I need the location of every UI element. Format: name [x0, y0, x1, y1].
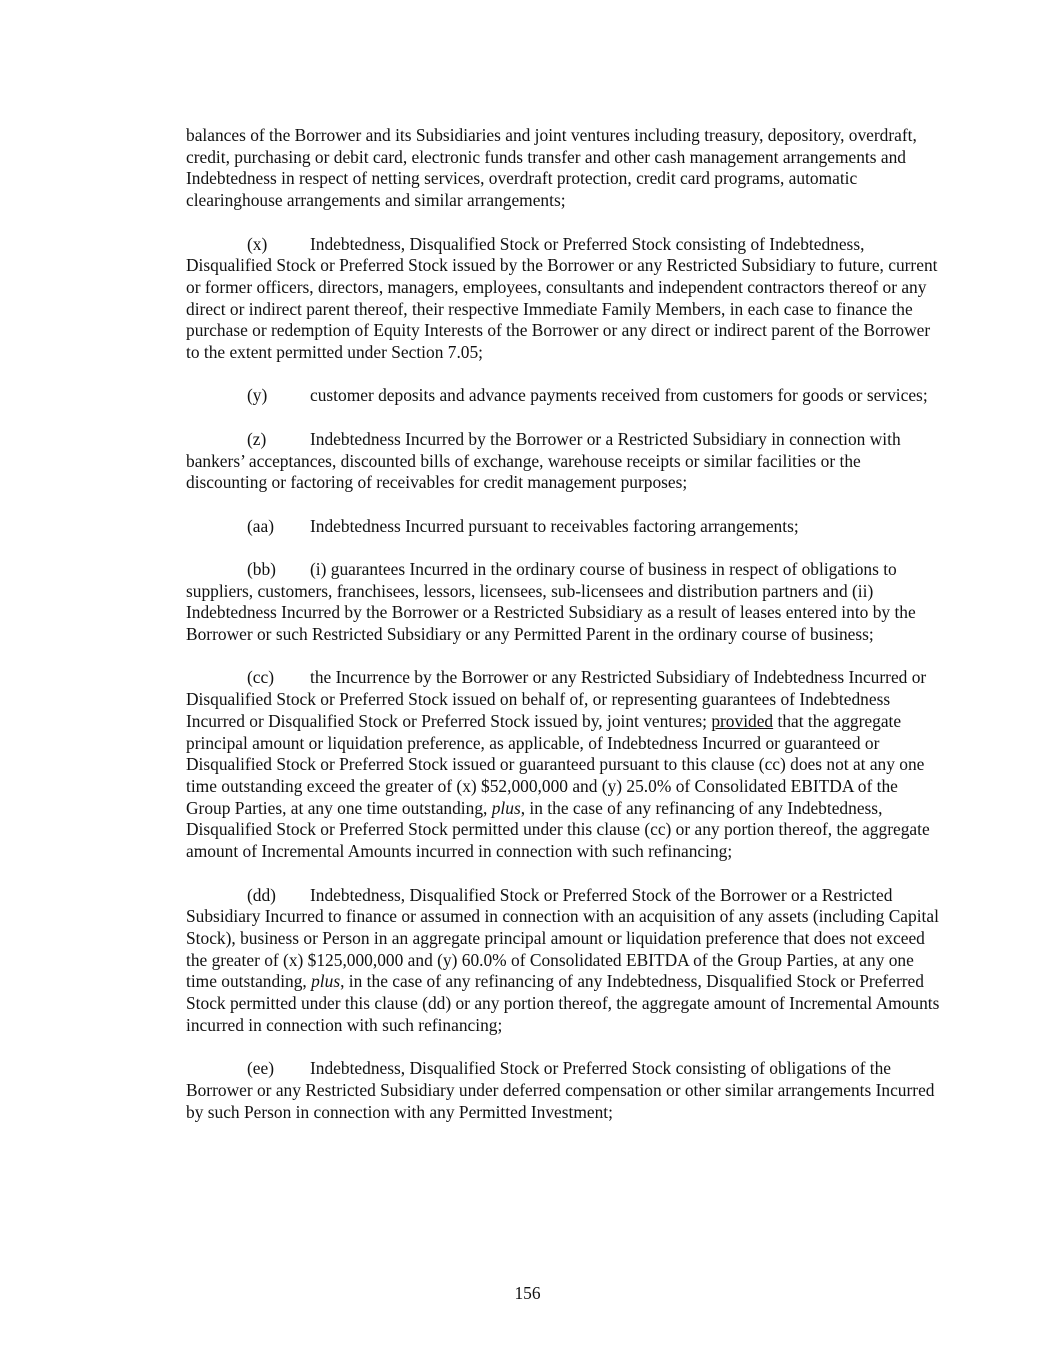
- clause-label: (x): [247, 233, 268, 254]
- plus-term: plus: [311, 971, 341, 992]
- clause-aa: [186, 516, 946, 538]
- paragraph-text: balances of the Borrower and its Subsidiaries and joint ventures including treasury, depository, overdraft, credit, purchasing or debit card, electronic funds transfer and other cash management arrangements and Indebtedness in respect of netting services, overdraft protection, credit card programs, automatic clearinghouse arrangements and similar arrangements;: [186, 125, 917, 211]
- clause-text: the Incurrence by the Borrower or any Restricted Subsidiary of Indebtedness Incurred or Disqualified Stock or Preferred Stock issued on behalf of, or representing guarantees of Indebtedness Incurred or Disqualified Stock or Preferred Stock issued by, joint ventures;: [186, 667, 927, 731]
- clause-bb: [186, 559, 946, 646]
- clause-text: , in the case of any refinancing of any Indebtedness, Disqualified Stock or Preferred Stock permitted under this clause (cc) or any portion thereof, the aggregate amount of Incremental Amounts incurred in connection with such refinancing;: [186, 797, 930, 862]
- paragraph-continuation: [186, 125, 946, 212]
- clause-text: Indebtedness, Disqualified Stock or Preferred Stock consisting of Indebtedness, Disqualified Stock or Preferred Stock issued by the Borrower or any Restricted Subsidiary to future, current or former officers, directors, managers, employees, consultants and independent contractors thereof or any direct or indirect parent thereof, their respective Immediate Family Members, in each case to finance the purchase or redemption of Equity Interests of the Borrower or any direct or indirect parent of the Borrower to the extent permitted under Section 7.05;: [186, 233, 938, 363]
- clause-label: (y): [247, 385, 268, 406]
- clause-text: Indebtedness, Disqualified Stock or Preferred Stock of the Borrower or a Restricted Subsidiary Incurred to finance or assumed in connection with an acquisition of any assets (including Capital Stock), business or Person in an aggregate principal amount or liquidation preference that does not exceed the greater of (x) $125,000,000 and (y) 60.0% of Consolidated EBITDA of the Group Parties, at any one time outstanding,: [186, 884, 939, 992]
- clause-z: [186, 429, 946, 494]
- clause-y: [186, 385, 946, 407]
- clause-label: (aa): [247, 515, 275, 536]
- clause-label: (dd): [247, 884, 276, 905]
- clause-label: (bb): [247, 558, 276, 579]
- clause-label: (z): [247, 428, 267, 449]
- page-number: 156: [514, 1283, 541, 1303]
- clause-x: [186, 234, 946, 364]
- clause-text: , in the case of any refinancing of any Indebtedness, Disqualified Stock or Preferred Stock permitted under this clause (dd) or any portion thereof, the aggregate amount of Incremental Amounts incurred in connection with such refinancing;: [186, 971, 940, 1035]
- clause-text: (i) guarantees Incurred in the ordinary course of business in respect of obligations to suppliers, customers, franchisees, lessors, licensees, sub-licensees and distribution partners and (ii) Indebtedness Incurred by the Borrower or a Restricted Subsidiary as a result of leases entered into by the Borrower or such Restricted Subsidiary or any Permitted Parent in the ordinary course of business;: [186, 558, 916, 645]
- clause-label: (ee): [247, 1058, 275, 1079]
- clause-text: customer deposits and advance payments received from customers for goods or services;: [310, 385, 928, 406]
- document-body: [186, 125, 946, 1145]
- clause-cc: [186, 667, 946, 862]
- clause-text: that the aggregate principal amount or liquidation preference, as applicable, of Indebtedness Incurred or guaranteed or Disqualified Stock or Preferred Stock issued or guaranteed pursuant to this clause (cc) does not at any one time outstanding exceed the greater of (x) $52,000,000 and (y) 25.0% of Consolidated EBITDA of the Group Parties, at any one time outstanding,: [186, 710, 925, 818]
- clause-ee: [186, 1058, 946, 1123]
- clause-text: Indebtedness Incurred by the Borrower or a Restricted Subsidiary in connection with bankers’ acceptances, discounted bills of exchange, warehouse receipts or similar facilities or the discounting or factoring of receivables for credit management purposes;: [186, 428, 901, 493]
- plus-term: plus: [491, 797, 521, 818]
- clause-dd: [186, 885, 946, 1037]
- clause-text: Indebtedness Incurred pursuant to receivables factoring arrangements;: [310, 515, 799, 536]
- clause-text: Indebtedness, Disqualified Stock or Preferred Stock consisting of obligations of the Borrower or any Restricted Subsidiary under deferred compensation or other similar arrangements Incurred by such Person in connection with any Permitted Investment;: [186, 1058, 935, 1122]
- provided-term: provided: [711, 710, 774, 731]
- clause-label: (cc): [247, 667, 275, 688]
